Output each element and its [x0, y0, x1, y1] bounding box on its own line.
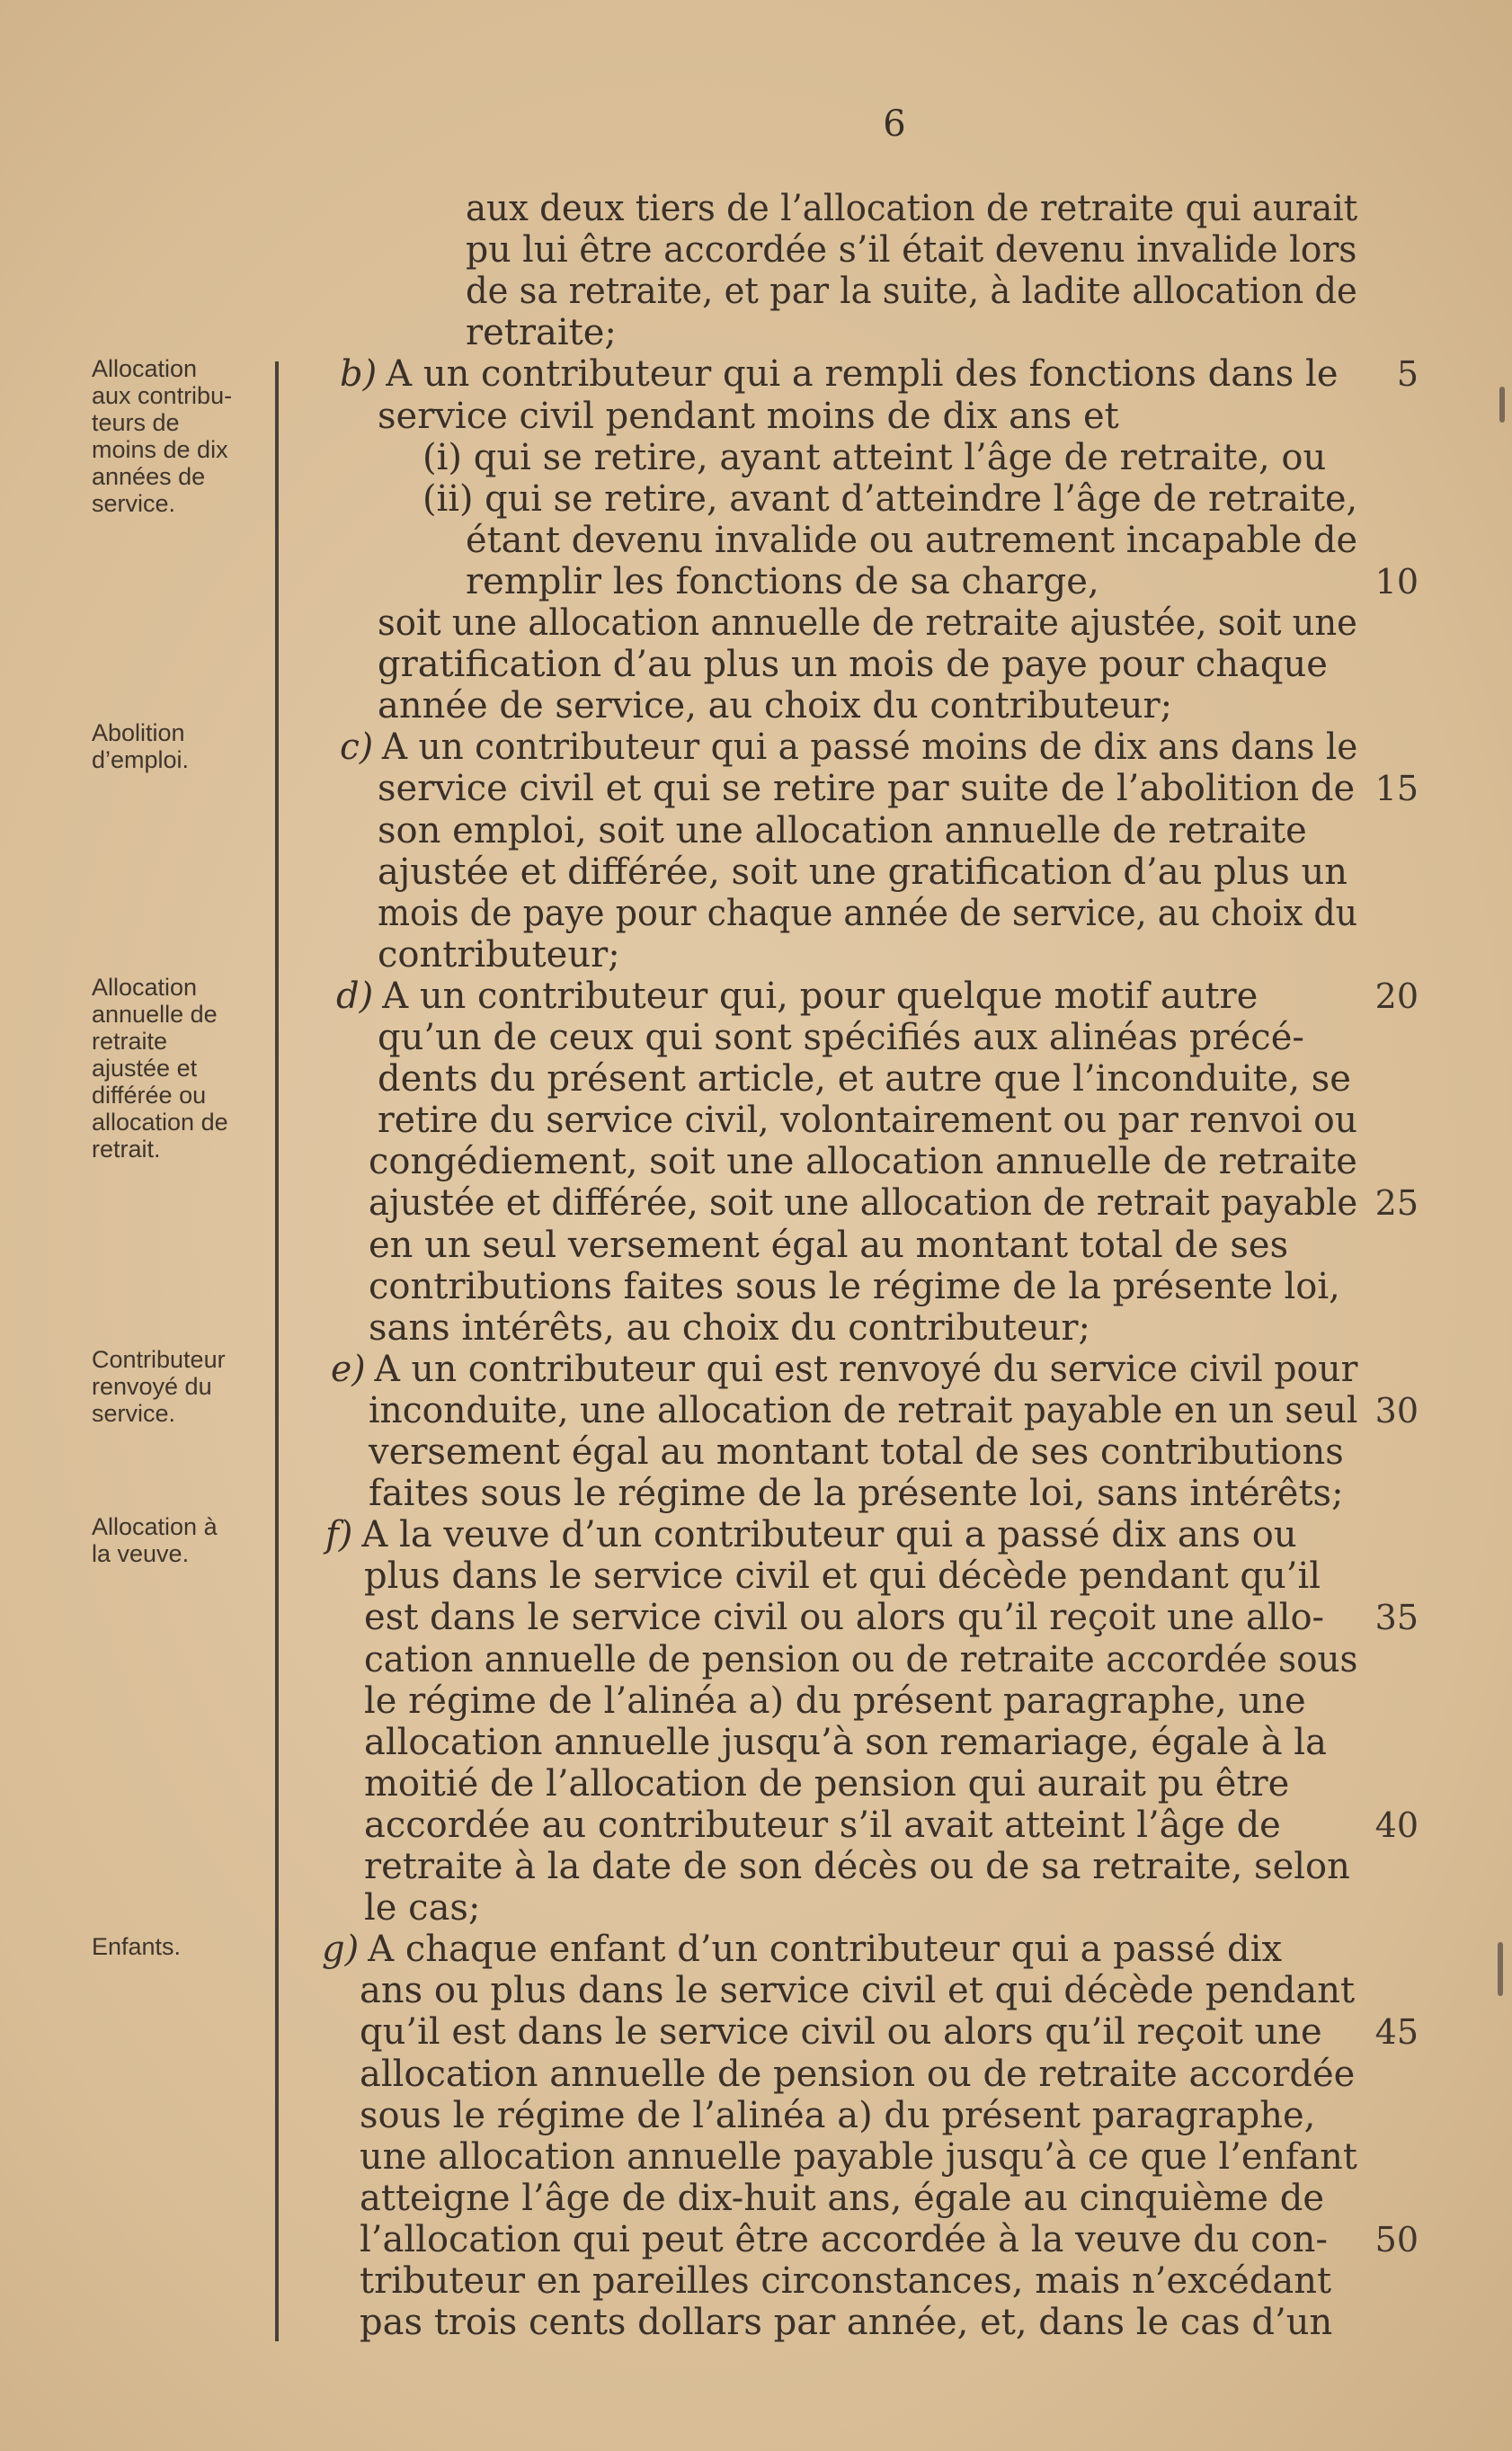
line-text: moitié de l’allocation de pension qui aurait pu être [364, 1762, 1290, 1805]
line-text: tributeur en pareilles circonstances, mais n’excédant [360, 2260, 1332, 2302]
text-line [364, 1723, 1327, 1764]
line-text: retraite; [466, 312, 617, 354]
text-line [364, 1681, 1306, 1723]
line-text: mois de paye pour chaque année de service, au choix du [378, 892, 1358, 934]
margin-note-contributeur-renvoye [92, 1346, 271, 1427]
line-text: qu’il est dans le service civil ou alors qu’il reçoit une [360, 2011, 1322, 2054]
margin-note-line: annuelle de [92, 1001, 218, 1028]
text-line [378, 769, 1355, 810]
margin-note-line: service. [92, 1400, 176, 1427]
line-text: (i) qui se retire, ayant atteint l’âge de retraite, ou [422, 436, 1327, 478]
text-line [364, 1764, 1289, 1805]
line-text: ajustée et différée, soit une gratification d’au plus un [378, 851, 1347, 893]
line-text: A un contributeur qui a rempli des fonctions dans le [386, 353, 1339, 396]
line-number: 10 [1374, 561, 1419, 602]
text-line [369, 1432, 1344, 1474]
text-line [360, 2137, 1357, 2179]
page-number: 6 [883, 103, 906, 145]
line-text: A la veuve d’un contributeur qui a passé dix ans ou [361, 1514, 1297, 1556]
text-line [364, 1805, 1281, 1847]
text-line [364, 1847, 1350, 1888]
text-line [466, 521, 1357, 562]
text-line [360, 2261, 1331, 2303]
line-number: 15 [1374, 769, 1419, 809]
line-text: contributions faites sous le régime de la présente loi, [369, 1265, 1340, 1307]
margin-rule [275, 361, 279, 2341]
margin-note-line: retraite [92, 1028, 168, 1055]
margin-note-line: retrait. [92, 1136, 161, 1163]
paragraph-label: d) [336, 975, 374, 1017]
text-line [369, 1226, 1288, 1267]
line-text: remplir les fonctions de sa charge, [466, 560, 1099, 602]
text-line [466, 562, 1099, 603]
text-line [325, 1515, 1297, 1556]
line-text: congédiement, soit une allocation annuelle de retraite [369, 1141, 1357, 1183]
margin-note-allocation-veuve [92, 1513, 271, 1567]
line-text: retire du service civil, volontairement ou par renvoi ou [378, 1100, 1357, 1142]
line-text: ans ou plus dans le service civil et qui décède pendant [360, 1970, 1356, 2012]
text-line [422, 438, 1326, 479]
text-line [422, 479, 1357, 521]
text-line [322, 1930, 1282, 1971]
text-line [364, 1598, 1324, 1639]
line-text: retraite à la date de son décès ou de sa retraite, selon [364, 1846, 1350, 1887]
paragraph-label: g) [322, 1929, 360, 1971]
line-text: dents du présent article, et autre que l’inconduite, se [378, 1058, 1351, 1101]
margin-note-line: Abolition [92, 719, 185, 746]
line-text: étant devenu invalide ou autrement incapable de [466, 519, 1358, 561]
text-line [369, 1267, 1340, 1308]
line-text: faites sous le régime de la présente loi, sans intérêts; [369, 1473, 1344, 1515]
margin-note-line: service. [92, 490, 176, 517]
line-text: sous le régime de l’alinéa a) du présent paragraphe, [360, 2094, 1316, 2136]
text-line [466, 272, 1357, 313]
line-text: A chaque enfant d’un contributeur qui a passé dix [368, 1929, 1283, 1971]
line-number: 25 [1374, 1183, 1419, 1224]
margin-note-abolition [92, 719, 271, 773]
text-line [364, 1640, 1357, 1681]
line-number: 35 [1374, 1598, 1419, 1638]
line-text: sans intérêts, au choix du contributeur; [369, 1306, 1090, 1349]
text-line [360, 1971, 1355, 2012]
text-line [360, 2179, 1324, 2220]
text-line [466, 313, 617, 354]
text-line [360, 2096, 1315, 2137]
paragraph-label: e) [331, 1348, 366, 1390]
paragraph-label: f) [325, 1514, 353, 1556]
line-text: A un contributeur qui a passé moins de dix ans dans le [381, 726, 1358, 769]
text-line [360, 2054, 1355, 2096]
margin-note-line: allocation de [92, 1109, 228, 1136]
text-line [378, 1059, 1351, 1101]
line-text: (ii) qui se retire, avant d’atteindre l’âge de retraite, [422, 477, 1358, 520]
line-text: cation annuelle de pension ou de retraite accordée sous [364, 1638, 1358, 1680]
line-text: le régime de l’alinéa a) du présent paragraphe, une [364, 1680, 1306, 1722]
text-line [369, 1308, 1090, 1350]
text-line [360, 2012, 1322, 2054]
text-line [369, 1474, 1344, 1515]
margin-note-line: aux contribu- [92, 382, 233, 409]
margin-note-line: Allocation [92, 355, 198, 382]
paragraph-label: c) [340, 726, 374, 769]
line-number: 40 [1374, 1805, 1419, 1845]
text-line [360, 2303, 1332, 2344]
line-text: l’allocation qui peut être accordée à la veuve du con- [360, 2218, 1328, 2260]
margin-note-line: différée ou [92, 1082, 207, 1109]
margin-note-enfants [92, 1933, 271, 1960]
margin-note-line: d’emploi. [92, 746, 190, 773]
text-line [360, 2220, 1328, 2261]
line-text: contributeur; [378, 933, 620, 976]
line-text: plus dans le service civil et qui décède pendant qu’il [364, 1555, 1321, 1598]
text-line [340, 727, 1357, 769]
line-text: versement égal au montant total de ses contributions [369, 1431, 1344, 1473]
margin-note-line: renvoyé du [92, 1373, 212, 1400]
text-line [369, 1142, 1357, 1183]
text-line [378, 1018, 1304, 1059]
line-text: soit une allocation annuelle de retraite ajustée, soit une [378, 602, 1357, 644]
line-text: accordée au contributeur s’il avait atteint l’âge de [364, 1804, 1281, 1846]
line-text: pas trois cents dollars par année, et, dans le cas d’un [360, 2302, 1333, 2344]
line-number: 5 [1396, 354, 1419, 395]
line-text: aux deux tiers de l’allocation de retraite qui aurait [466, 188, 1358, 229]
text-line [378, 603, 1357, 645]
text-line [378, 852, 1347, 894]
line-text: gratification d’au plus un mois de paye pour chaque [378, 644, 1328, 686]
paragraph-label: b) [340, 353, 378, 396]
line-text: ajustée et différée, soit une allocation de retrait payable [369, 1182, 1358, 1225]
line-text: année de service, au choix du contributeur; [378, 685, 1173, 727]
line-text: qu’un de ceux qui sont spécifiés aux alinéas précé- [378, 1017, 1304, 1058]
page-edge-mark [1498, 1942, 1503, 1996]
text-line [378, 397, 1119, 438]
margin-note-line: Allocation à [92, 1513, 218, 1540]
text-line [378, 894, 1357, 935]
line-text: en un seul versement égal au montant total de ses [369, 1224, 1289, 1266]
text-line [378, 1101, 1357, 1142]
text-line [378, 935, 620, 976]
line-text: son emploi, soit une allocation annuelle de retraite [378, 809, 1307, 851]
margin-note-line: Enfants. [92, 1933, 182, 1960]
page-edge-mark [1499, 387, 1505, 423]
line-text: est dans le service civil ou alors qu’il reçoit une allo- [364, 1597, 1325, 1639]
text-line [364, 1888, 480, 1930]
line-text: une allocation annuelle payable jusqu’à ce que l’enfant [360, 2135, 1357, 2178]
text-line [369, 1391, 1357, 1432]
line-text: de sa retraite, et par la suite, à ladite allocation de [466, 271, 1357, 313]
line-number: 45 [1374, 2012, 1419, 2053]
text-line [331, 1350, 1357, 1391]
line-text: A un contributeur qui, pour quelque motif autre [382, 975, 1259, 1017]
line-text: service civil pendant moins de dix ans et [378, 395, 1119, 437]
text-line [466, 230, 1357, 272]
text-line [378, 811, 1307, 852]
margin-note-line: Allocation [92, 974, 198, 1001]
line-text: atteigne l’âge de dix-huit ans, égale au cinquième de [360, 2177, 1325, 2219]
margin-note-allocation-ajustee [92, 974, 271, 1163]
line-number: 30 [1374, 1390, 1419, 1430]
line-text: allocation annuelle jusqu’à son remariage, égale à la [364, 1721, 1327, 1763]
margin-note-line: moins de dix [92, 436, 228, 463]
text-line [340, 354, 1339, 396]
text-line [378, 645, 1328, 686]
margin-note-line: teurs de [92, 409, 180, 436]
line-number: 20 [1374, 976, 1419, 1016]
text-line [364, 1556, 1321, 1598]
line-text: inconduite, une allocation de retrait payable en un seul [369, 1389, 1358, 1431]
margin-note-line: Contributeur [92, 1346, 226, 1373]
margin-note-line: la veuve. [92, 1540, 190, 1567]
text-line [336, 976, 1258, 1018]
text-line [378, 686, 1172, 727]
line-text: pu lui être accordée s’il était devenu invalide lors [466, 229, 1357, 272]
margin-note-allocation-moins-dix-ans [92, 355, 271, 517]
line-number: 50 [1374, 2219, 1419, 2259]
line-text: le cas; [364, 1887, 481, 1930]
margin-note-line: ajustée et [92, 1055, 198, 1082]
line-text: A un contributeur qui est renvoyé du service civil pour [374, 1348, 1358, 1390]
text-line [466, 189, 1357, 230]
margin-note-line: années de [92, 463, 206, 490]
text-line [369, 1183, 1357, 1225]
line-text: service civil et qui se retire par suite de l’abolition de [378, 768, 1356, 810]
line-text: allocation annuelle de pension ou de retraite accordée [360, 2053, 1356, 2095]
